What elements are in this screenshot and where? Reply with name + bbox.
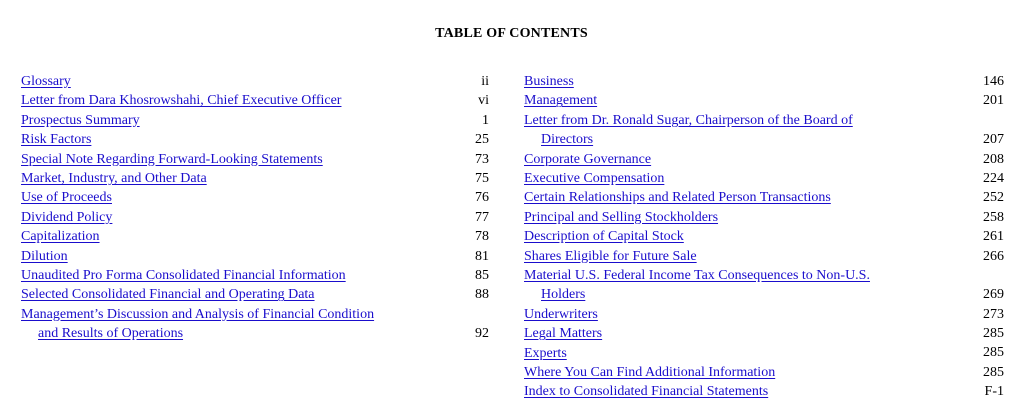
toc-page-number: 76	[475, 190, 489, 206]
toc-link-financial-statements-index[interactable]: Index to Consolidated Financial Statements	[524, 384, 769, 400]
toc-link-tax-consequences-line2: Holders	[541, 287, 586, 303]
toc-link-corporate-governance[interactable]: Corporate Governance	[524, 151, 652, 167]
toc-entry-management	[524, 91, 1004, 110]
toc-link-tax-consequences[interactable]	[524, 266, 1004, 305]
toc-page-number: 1	[482, 112, 489, 128]
toc-page-number: 75	[475, 170, 489, 186]
toc-link-stockholders[interactable]: Principal and Selling Stockholders	[524, 209, 719, 225]
toc-entry-financial-statements-index	[524, 382, 1004, 401]
toc-page-number: 285	[983, 364, 1004, 380]
toc-link-forward-looking[interactable]: Special Note Regarding Forward-Looking Statements	[21, 151, 323, 167]
toc-entry-risk-factors	[21, 130, 491, 149]
toc-entry-pro-forma	[21, 266, 491, 285]
toc-page-number: 285	[983, 345, 1004, 361]
toc-link-related-transactions[interactable]: Certain Relationships and Related Person Transactions	[524, 190, 831, 206]
toc-entry-additional-information	[524, 363, 1004, 382]
toc-page-number: F-1	[984, 384, 1004, 400]
toc-link-ceo-letter[interactable]: Letter from Dara Khosrowshahi, Chief Executive Officer	[21, 93, 342, 109]
toc-right-column	[524, 72, 1004, 402]
toc-entry-stockholders	[524, 208, 1004, 227]
toc-link-market-data[interactable]: Market, Industry, and Other Data	[21, 170, 207, 186]
toc-link-underwriters[interactable]: Underwriters	[524, 306, 598, 322]
toc-page-number: 88	[475, 287, 489, 303]
toc-page-number: 269	[983, 287, 1004, 303]
toc-entry-underwriters	[524, 305, 1004, 324]
toc-link-management[interactable]: Management	[524, 93, 598, 109]
toc-page-number: 85	[475, 267, 489, 283]
toc-entry-experts	[524, 344, 1004, 363]
toc-title: TABLE OF CONTENTS	[435, 26, 588, 41]
toc-link-experts[interactable]: Experts	[524, 345, 567, 361]
toc-link-executive-compensation[interactable]: Executive Compensation	[524, 170, 665, 186]
toc-entry-legal-matters	[524, 324, 1004, 343]
toc-link-chair-letter[interactable]	[524, 111, 1004, 150]
toc-entry-dilution	[21, 247, 491, 266]
toc-entry-capitalization	[21, 227, 491, 246]
toc-link-mdna-line2: and Results of Operations	[38, 326, 184, 342]
toc-entry-ceo-letter	[21, 91, 491, 110]
toc-link-business[interactable]: Business	[524, 74, 574, 89]
toc-left-column	[21, 72, 491, 343]
toc-link-additional-information[interactable]: Where You Can Find Additional Information	[524, 364, 776, 380]
toc-entry-business	[524, 72, 1004, 91]
toc-entry-tax-consequences	[524, 266, 1004, 305]
toc-link-future-sale[interactable]: Shares Eligible for Future Sale	[524, 248, 697, 264]
toc-link-mdna[interactable]	[21, 305, 491, 344]
toc-entry-selected-financial-data	[21, 285, 491, 304]
toc-entry-future-sale	[524, 247, 1004, 266]
toc-page-number: 285	[983, 326, 1004, 342]
toc-page-number: 81	[475, 248, 489, 264]
toc-link-pro-forma[interactable]: Unaudited Pro Forma Consolidated Financial Information	[21, 267, 346, 283]
toc-entry-chair-letter	[524, 111, 1004, 150]
toc-entry-market-data	[21, 169, 491, 188]
toc-link-dilution[interactable]: Dilution	[21, 248, 68, 264]
toc-link-selected-financial-data[interactable]: Selected Consolidated Financial and Operating Data	[21, 287, 315, 303]
toc-page-number: ii	[481, 73, 489, 89]
toc-page-number: 208	[983, 151, 1004, 167]
toc-page-number: vi	[478, 93, 489, 109]
toc-page-number: 258	[983, 209, 1004, 225]
toc-link-chair-letter-line2: Directors	[541, 132, 594, 148]
toc-entry-dividend-policy	[21, 208, 491, 227]
toc-page-number: 201	[983, 93, 1004, 109]
toc-link-use-of-proceeds[interactable]: Use of Proceeds	[21, 190, 112, 206]
toc-page-number: 73	[475, 151, 489, 167]
toc-page-number: 252	[983, 190, 1004, 206]
toc-page-number: 273	[983, 306, 1004, 322]
toc-link-chair-letter-line1: Letter from Dr. Ronald Sugar, Chairperson of the Board of	[524, 112, 853, 128]
toc-page-number: 25	[475, 132, 489, 148]
toc-page-number: 146	[983, 73, 1004, 89]
toc-entry-forward-looking	[21, 150, 491, 169]
toc-entry-prospectus-summary	[21, 111, 491, 130]
toc-link-capital-stock[interactable]: Description of Capital Stock	[524, 229, 684, 245]
toc-page-number: 266	[983, 248, 1004, 264]
toc-entry-corporate-governance	[524, 150, 1004, 169]
toc-page-number: 92	[475, 326, 489, 342]
toc-entry-capital-stock	[524, 227, 1004, 246]
toc-link-legal-matters[interactable]: Legal Matters	[524, 326, 603, 342]
toc-link-mdna-line1: Management’s Discussion and Analysis of Financial Condition	[21, 306, 375, 322]
toc-link-tax-consequences-line1: Material U.S. Federal Income Tax Consequences to Non-U.S.	[524, 267, 870, 283]
toc-link-glossary[interactable]: Glossary	[21, 74, 71, 89]
toc-page-number: 77	[475, 209, 489, 225]
toc-entry-executive-compensation	[524, 169, 1004, 188]
toc-entry-related-transactions	[524, 188, 1004, 207]
toc-entry-glossary	[21, 72, 491, 91]
toc-page-number: 207	[983, 132, 1004, 148]
toc-link-capitalization[interactable]: Capitalization	[21, 229, 100, 245]
toc-link-prospectus-summary[interactable]: Prospectus Summary	[21, 112, 140, 128]
toc-page-number: 78	[475, 229, 489, 245]
toc-link-risk-factors[interactable]: Risk Factors	[21, 132, 92, 148]
toc-entry-mdna	[21, 305, 491, 344]
toc-page-number: 224	[983, 170, 1004, 186]
toc-page-number: 261	[983, 229, 1004, 245]
toc-entry-use-of-proceeds	[21, 188, 491, 207]
toc-link-dividend-policy[interactable]: Dividend Policy	[21, 209, 113, 225]
